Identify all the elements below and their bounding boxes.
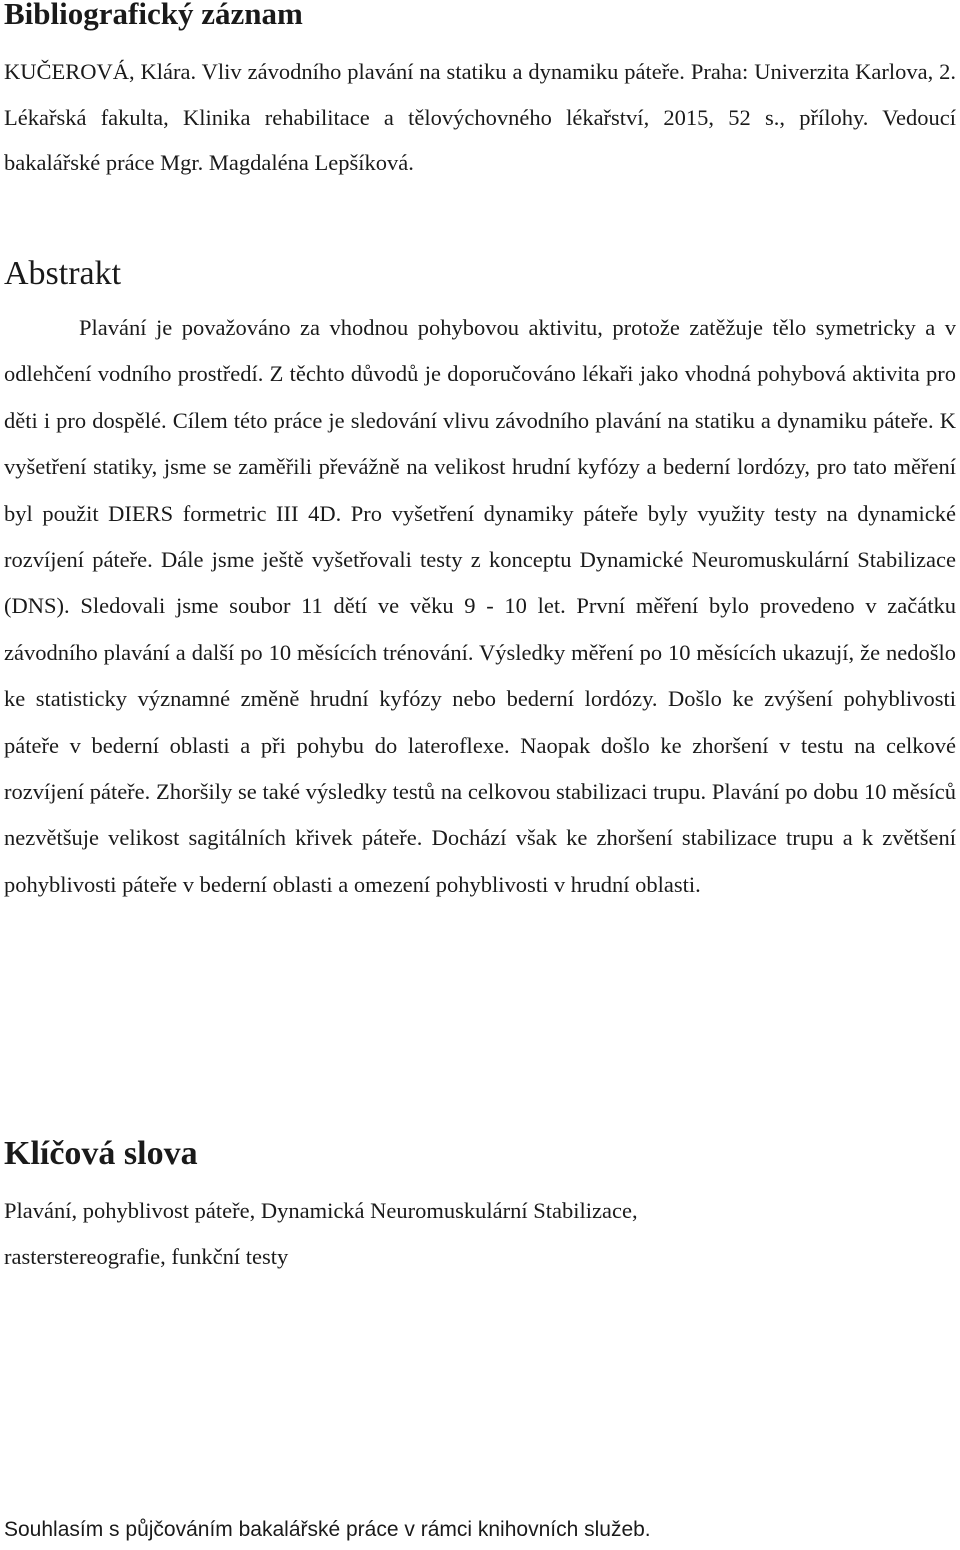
keywords-list [4, 1188, 956, 1280]
bibliography-citation: KUČEROVÁ, Klára. Vliv závodního plavání na statiku a dynamiku páteře. Praha: Univerzita Karlova, 2. Lékařská fakulta, Klinika rehabilitace a tělovýchovného lékařství, 2015, 52 s., přílohy. Vedoucí bakalářské práce Mgr. Magdaléna Lepšíková. [4, 59, 956, 175]
library-consent-statement: Souhlasím s půjčováním bakalářské práce v rámci knihovních služeb. [4, 1518, 651, 1541]
keywords-line-2: rasterstereografie, funkční testy [4, 1244, 289, 1269]
keywords-line-1: Plavání, pohyblivost páteře, Dynamická Neuromuskulární Stabilizace, [4, 1198, 638, 1223]
bibliography-heading: Bibliografický záznam [4, 0, 303, 31]
abstract-text: Plavání je považováno za vhodnou pohybovou aktivitu, protože zatěžuje tělo symetricky a v odlehčení vodního prostředí. Z těchto důvodů je doporučováno lékaři jako vhodná pohybová aktivita pro děti i pro dospělé. Cílem této práce je sledování vlivu závodního plavání na statiku a dynamiku páteře. K vyšetření statiky, jsme se zaměřili převážně na velikost hrudní kyfózy a bederní lordózy, pro tato měření byl použit DIERS formetric III 4D. Pro vyšetření dynamiky páteře byly využity testy na dynamické rozvíjení páteře. Dále jsme ještě vyšetřovali testy z konceptu Dynamické Neuromuskulární Stabilizace (DNS). Sledovali jsme soubor 11 dětí ve věku 9 - 10 let. První měření bylo provedeno v začátku závodního plavání a další po 10 měsících trénování. Výsledky měření po 10 měsících ukazují, že nedošlo ke statisticky významné změně hrudní kyfózy nebo bederní lordózy. Došlo ke zvýšení pohyblivosti páteře v bederní oblasti a při pohybu do lateroflexe. Naopak došlo ke zhoršení v testu na celkové rozvíjení páteře. Zhoršily se také výsledky testů na celkovou stabilizaci trupu. Plavání po dobu 10 měsíců nezvětšuje velikost sagitálních křivek páteře. Dochází však ke zhoršení stabilizace trupu a k zvětšení pohyblivosti páteře v bederní oblasti a omezení pohyblivosti v hrudní oblasti. [4, 315, 956, 897]
keywords-heading: Klíčová slova [4, 1135, 198, 1172]
abstract-heading: Abstrakt [4, 255, 122, 292]
abstract-paragraph [4, 305, 956, 908]
